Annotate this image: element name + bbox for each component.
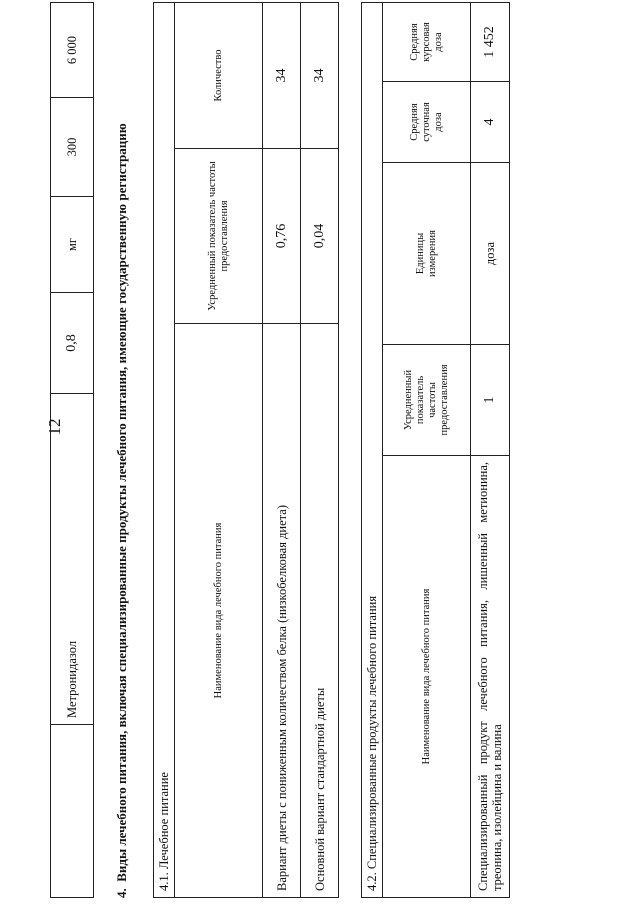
section-4-title: Виды лечебного питания, включая специализированные продукты лечебного питания, имеющие государственную регистрацию — [114, 123, 129, 882]
section-4-heading — [114, 2, 148, 898]
drug-frequency: 0,8 — [64, 334, 79, 352]
specialized-header-daily-cell — [382, 81, 471, 163]
nutrition-table-caption-cell — [153, 2, 175, 898]
specialized-row-1-frequency: 1 — [482, 396, 497, 404]
nutrition-row-2-quantity-cell — [300, 2, 339, 149]
drug-daily-dose-cell — [50, 97, 94, 197]
specialized-row-1-course-cell — [470, 2, 510, 82]
specialized-row-1-frequency-cell — [470, 344, 510, 456]
nutrition-header-quantity-cell — [174, 2, 263, 149]
specialized-header-unit: Единицы измерения — [414, 230, 438, 277]
nutrition-row-2-name: Основной вариант стандартной диеты — [312, 687, 327, 891]
specialized-row-1-course: 1 452 — [482, 26, 497, 58]
nutrition-row-2-frequency-cell — [300, 148, 339, 324]
specialized-header-course-cell — [382, 2, 471, 82]
nutrition-row-2-name-cell — [300, 323, 339, 898]
specialized-header-name-cell — [382, 455, 471, 898]
drug-daily-dose: 300 — [65, 137, 79, 157]
nutrition-row-1-quantity: 34 — [273, 68, 289, 83]
specialized-header-daily: Средняя суточная доза — [408, 102, 444, 142]
nutrition-row-1-quantity-cell — [262, 2, 301, 149]
drug-course-dose-cell — [50, 2, 94, 98]
specialized-header-course: Средняя курсовая доза — [408, 22, 444, 62]
nutrition-row-1-name-cell — [262, 323, 301, 898]
nutrition-table-caption: 4.1. Лечебное питание — [157, 772, 171, 891]
nutrition-row-1-name: Вариант диеты с пониженным количеством белка (низкобелковая диета) — [274, 505, 289, 891]
specialized-row-1-unit: доза — [483, 241, 497, 266]
nutrition-header-name-cell — [174, 323, 263, 898]
nutrition-header-name: Наименование вида лечебного питания — [212, 522, 224, 699]
page-number: 12 — [45, 418, 64, 436]
nutrition-row-1-frequency: 0,76 — [273, 223, 289, 249]
rotated-document-page — [50, 2, 590, 898]
specialized-table-caption-cell — [361, 2, 383, 898]
specialized-row-1-unit-cell — [470, 162, 510, 345]
drug-frequency-cell — [50, 292, 94, 394]
section-4-number: 4. — [114, 888, 129, 898]
drug-unit-cell — [50, 196, 94, 293]
specialized-header-name: Наименование вида лечебного питания — [420, 588, 432, 765]
nutrition-header-frequency-cell — [174, 148, 263, 324]
specialized-row-1-daily-cell — [470, 81, 510, 163]
nutrition-row-2-quantity: 34 — [311, 68, 327, 83]
specialized-row-1-daily: 4 — [482, 118, 497, 126]
drug-course-dose: 6 000 — [65, 35, 79, 65]
nutrition-row-2-frequency: 0,04 — [311, 223, 327, 249]
nutrition-header-frequency: Усредненный показатель частоты предоставления — [206, 161, 230, 311]
nutrition-row-1-frequency-cell — [262, 148, 301, 324]
specialized-header-frequency-cell — [382, 344, 471, 456]
nutrition-header-quantity: Количество — [212, 49, 224, 102]
drug-name: Метронидазол — [65, 640, 79, 718]
specialized-header-frequency: Усредненный показатель частоты предоставления — [402, 364, 450, 436]
specialized-row-1-name: Специализированный продукт лечебного питания, лишенный метионина, треонина, изолейцина и валина — [476, 462, 504, 891]
specialized-row-1-name-cell — [470, 455, 510, 898]
specialized-table-caption: 4.2. Специализированные продукты лечебного питания — [365, 595, 379, 891]
drug-table-empty-cell — [50, 724, 94, 898]
specialized-header-unit-cell — [382, 162, 471, 345]
drug-unit: мг — [65, 237, 79, 252]
drug-name-cell — [50, 393, 94, 725]
